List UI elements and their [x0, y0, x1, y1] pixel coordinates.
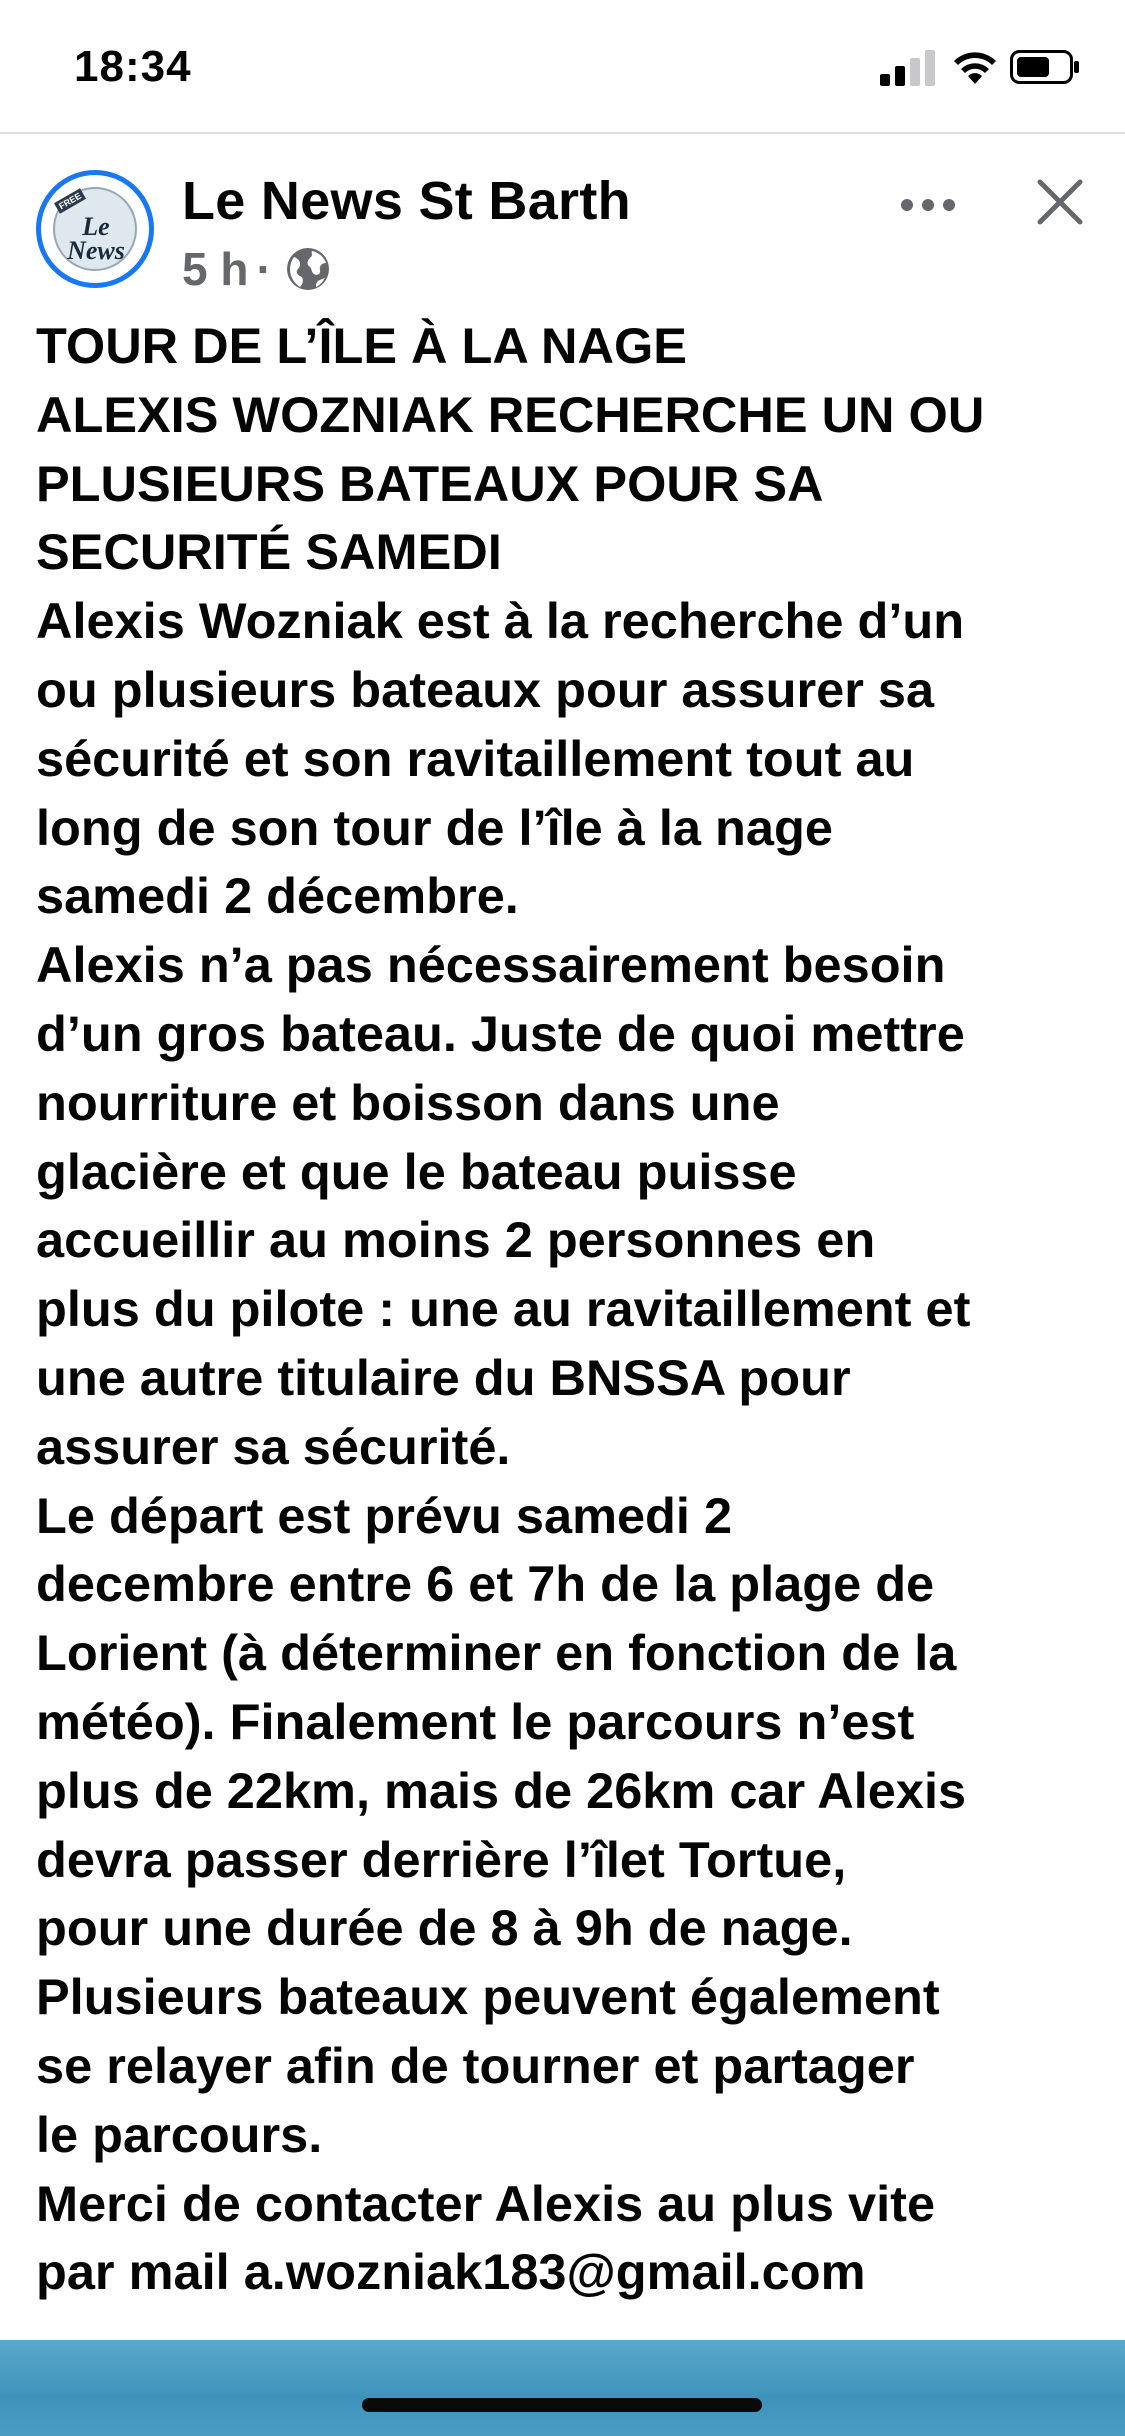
post-text-line: Lorient (à déterminer en fonction de la: [36, 1624, 957, 1682]
post-text-line: Alexis n’a pas nécessairement besoin: [36, 936, 946, 994]
post-text-line: plus de 22km, mais de 26km car Alexis: [36, 1761, 967, 1819]
post-text-line: nourriture et boisson dans une: [36, 1073, 780, 1131]
cellular-signal-icon: [880, 50, 936, 86]
post-text-line: météo). Finalement le parcours n’est: [36, 1692, 915, 1750]
post-text-line: Alexis Wozniak est à la recherche d’un: [36, 592, 965, 650]
post-text-line: decembre entre 6 et 7h de la plage de: [36, 1555, 935, 1613]
page-name[interactable]: Le News St Barth: [182, 171, 631, 231]
post-text-line: ALEXIS WOZNIAK RECHERCHE UN OU: [36, 385, 985, 443]
close-icon[interactable]: [1034, 176, 1086, 228]
battery-icon: [1010, 50, 1080, 84]
post-text-line: devra passer derrière l’îlet Tortue,: [36, 1830, 847, 1888]
post-text-line: accueillir au moins 2 personnes en: [36, 1211, 876, 1269]
meta-separator: ·: [256, 243, 272, 295]
post-text-line: glacière et que le bateau puisse: [36, 1142, 797, 1200]
post-text: [36, 312, 1106, 2307]
post-text-line: TOUR DE L’ÎLE À LA NAGE: [36, 317, 687, 374]
post-meta: [182, 242, 332, 296]
post-text-line: sécurité et son ravitaillement tout au: [36, 729, 915, 787]
status-time: 18:34: [74, 42, 192, 91]
attached-image-preview[interactable]: [0, 2340, 1125, 2436]
post-text-line: ou plusieurs bateaux pour assurer sa: [36, 660, 935, 718]
post-text-line: Plusieurs bateaux peuvent également: [36, 1968, 940, 2026]
post-text-line: PLUSIEURS BATEAUX POUR SA: [36, 454, 824, 512]
post-text-line: samedi 2 décembre.: [36, 867, 519, 925]
post-text-line: SECURITÉ SAMEDI: [36, 523, 502, 581]
status-bar: [0, 0, 1125, 134]
post-text-line: par mail a.wozniak183@gmail.com: [36, 2243, 866, 2301]
post-text-line: Merci de contacter Alexis au plus vite: [36, 2174, 936, 2232]
wifi-icon: [952, 48, 998, 86]
post-text-line: se relayer afin de tourner et partager: [36, 2036, 915, 2094]
post-text-line: Le départ est prévu samedi 2: [36, 1486, 733, 1544]
avatar-logo: Le News: [67, 212, 125, 265]
post-text-line: assurer sa sécurité.: [36, 1417, 511, 1475]
post-text-line: d’un gros bateau. Juste de quoi mettre: [36, 1004, 965, 1062]
post-text-line: une autre titulaire du BNSSA pour: [36, 1348, 851, 1406]
avatar-badge: FREE: [54, 188, 86, 213]
page-avatar[interactable]: [36, 170, 154, 288]
post-text-line: plus du pilote : une au ravitaillement et: [36, 1280, 971, 1338]
post-header: [0, 150, 1125, 320]
post-time[interactable]: 5 h: [182, 243, 249, 295]
more-options-icon[interactable]: [898, 190, 958, 220]
avatar-logo-background: [53, 187, 137, 271]
globe-icon[interactable]: [284, 245, 332, 293]
home-indicator[interactable]: [362, 2398, 762, 2412]
post-text-line: pour une durée de 8 à 9h de nage.: [36, 1899, 853, 1957]
post-text-line: le parcours.: [36, 2105, 323, 2163]
post-text-line: long de son tour de l’île à la nage: [36, 798, 833, 856]
